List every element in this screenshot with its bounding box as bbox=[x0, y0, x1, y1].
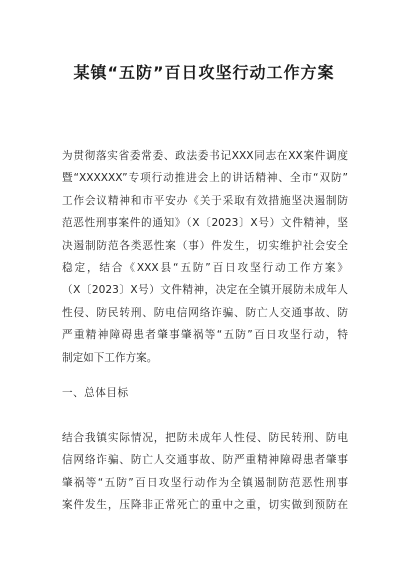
paragraph-line: （X〔2023〕X号）文件精神，决定在全镇开展防未成年人 bbox=[62, 284, 348, 297]
paragraph-line: 暨“XXXXXX”专项行动推进会上的讲话精神、全市“双防” bbox=[62, 172, 348, 185]
paragraph-line: 肇祸等“五防”百日攻坚行动作为全镇遏制防范恶性刑事 bbox=[62, 476, 348, 489]
goal-paragraph bbox=[62, 427, 348, 517]
paragraph-line: 为贯彻落实省委常委、政法委书记XXX同志在XX案件调度 bbox=[62, 150, 348, 162]
document-title: 某镇“五防”百日攻坚行动工作方案 bbox=[73, 63, 335, 82]
paragraph-line: 严重精神障碍患者肇事肇祸等“五防”百日攻坚行动，特 bbox=[62, 329, 348, 342]
paragraph-line: 案件发生，压降非正常死亡的重中之重，切实做到预防在 bbox=[62, 499, 348, 512]
paragraph-line: 信网络诈骗、防亡人交通事故、防严重精神障碍患者肇事 bbox=[62, 454, 348, 467]
paragraph-line: 工作会议精神和市平安办《关于采取有效措施坚决遏制防 bbox=[62, 194, 348, 207]
paragraph-line: 决遏制防范各类恶性案（事）件发生，切实维护社会安全 bbox=[62, 239, 348, 252]
section-heading: 一、总体目标 bbox=[62, 387, 129, 399]
paragraph-line: 范恶性刑事案件的通知》（X〔2023〕X号）文件精神，坚 bbox=[62, 217, 348, 230]
paragraph-line: 性侵、防民转刑、防电信网络诈骗、防亡人交通事故、防 bbox=[62, 306, 348, 319]
paragraph-line: 结合我镇实际情况，把防未成年人性侵、防民转刑、防电 bbox=[62, 432, 348, 444]
paragraph-line: 制定如下工作方案。 bbox=[62, 351, 158, 364]
paragraph-line: 稳定，结合《XXX县“五防”百日攻坚行动工作方案》 bbox=[62, 262, 348, 275]
intro-paragraph bbox=[62, 145, 348, 369]
